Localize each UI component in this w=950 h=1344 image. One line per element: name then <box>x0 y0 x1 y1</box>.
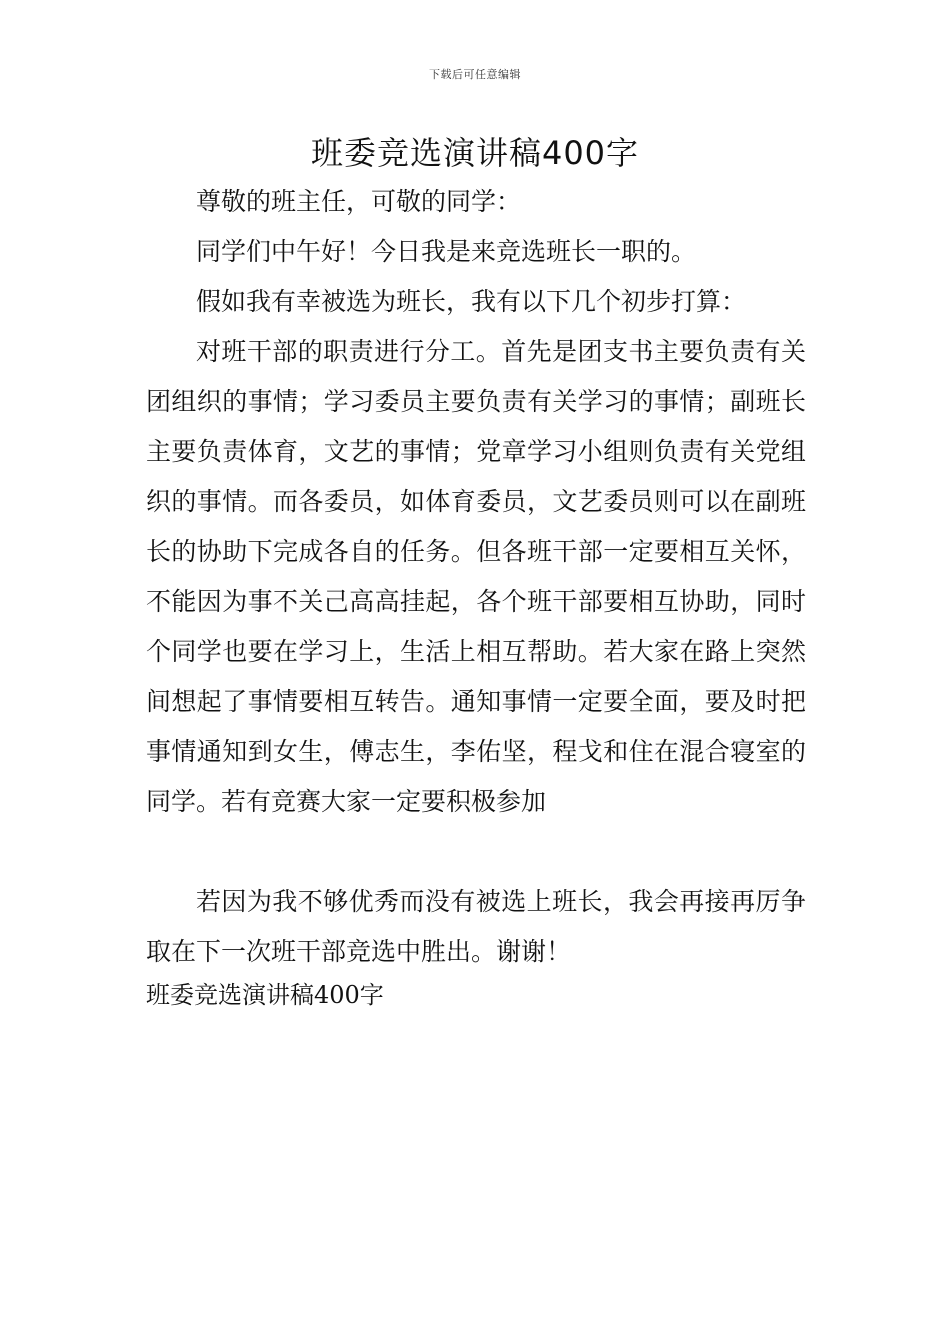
greeting-paragraph: 同学们中午好！今日我是来竞选班长一职的。 <box>196 237 697 266</box>
closing-paragraph: 若因为我不够优秀而没有被选上班长，我会再接再厉争取在下一次班干部竞选中胜出。谢谢！ <box>146 887 806 966</box>
document-title: 班委竞选演讲稿400字 <box>310 134 640 172</box>
header-note: 下载后可任意编辑 <box>429 68 521 81</box>
intro-paragraph: 假如我有幸被选为班长，我有以下几个初步打算： <box>196 287 747 316</box>
salutation-paragraph: 尊敬的班主任，可敬的同学： <box>196 187 522 216</box>
document-body <box>146 177 806 977</box>
plan-paragraph: 对班干部的职责进行分工。首先是团支书主要负责有关团组织的事情；学习委员主要负责有关学习的事情；副班长主要负责体育，文艺的事情；党章学习小组则负责有关党组织的事情。而各委员，如体育委员，文艺委员则可以在副班长的协助下完成各自的任务。但各班干部一定要相互关怀，不能因为事不关己高高挂起，各个班干部要相互协助，同时个同学也要在学习上，生活上相互帮助。若大家在路上突然间想起了事情要相互转告。通知事情一定要全面，要及时把事情通知到女生，傅志生，李佑坚，程戈和住在混合寝室的同学。若有竞赛大家一定要积极参加 <box>146 337 806 816</box>
footer-title: 班委竞选演讲稿400字 <box>146 981 384 1009</box>
